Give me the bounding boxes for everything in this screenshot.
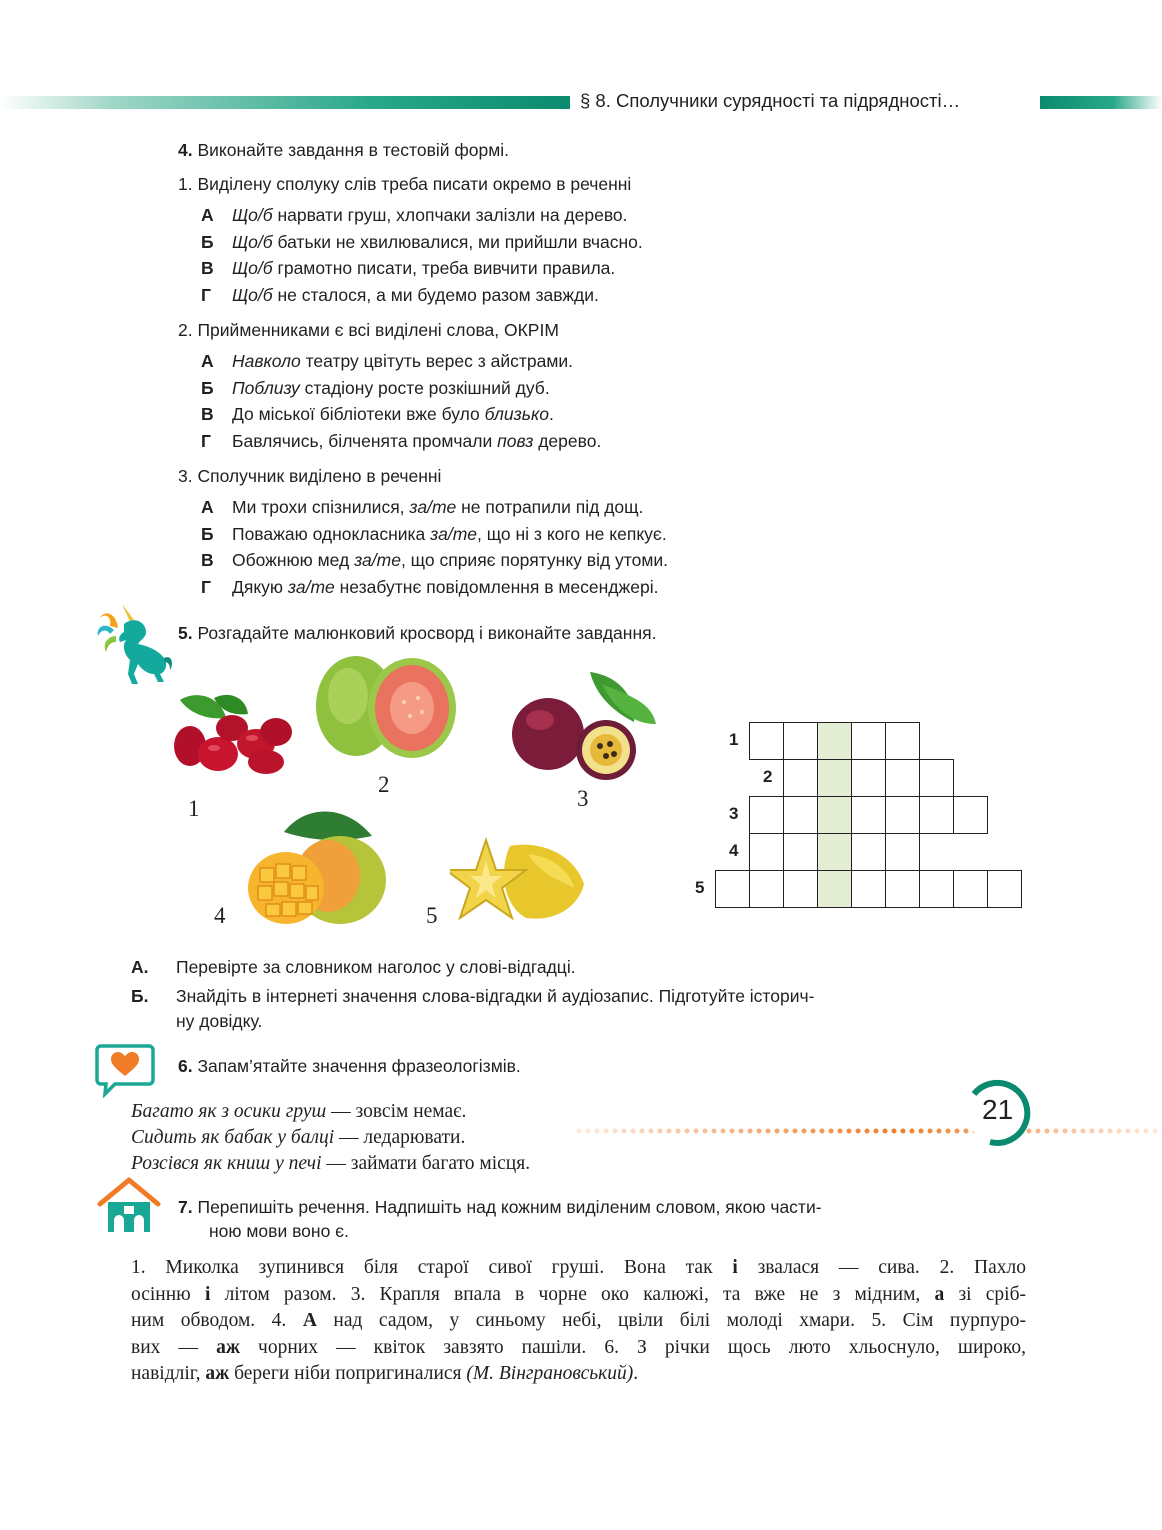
idiom-2-phrase: Сидить як бабак у балці bbox=[131, 1127, 335, 1148]
option-text: , що сприяє порятунку від утоми. bbox=[400, 550, 669, 570]
fruit-label-3: 3 bbox=[577, 786, 589, 811]
sentence-text: чорних — квіток завзято пашіли. 6. З річки щось люто хльоснуло, широко, bbox=[239, 1336, 1026, 1358]
header-bar-right bbox=[1040, 96, 1162, 109]
task5-title: Розгадайте малюнковий кросворд і виконайте завдання. bbox=[197, 623, 657, 643]
option-text: грамотно писати, треба вивчити правила. bbox=[272, 258, 616, 278]
task7-text bbox=[131, 1255, 1026, 1388]
task5-heading bbox=[178, 623, 656, 644]
heart-chat-icon bbox=[95, 1042, 155, 1098]
crossword-cell[interactable] bbox=[783, 796, 818, 834]
sentence-text: над садом, у синьому небі, цвіли білі молоді хмари. 5. Сім пурпуро- bbox=[316, 1310, 1026, 1331]
option-highlighted-word: повз bbox=[497, 430, 534, 451]
option-letter: В bbox=[201, 550, 214, 570]
task7-title: Перепишіть речення. Надпишіть над кожним виділеним словом, якою части- bbox=[197, 1197, 822, 1217]
crossword-cell[interactable] bbox=[953, 870, 988, 908]
idiom-1 bbox=[131, 1101, 466, 1123]
task7-line bbox=[131, 1361, 1026, 1388]
question-1-option bbox=[201, 232, 643, 253]
option-highlighted-word: за/те bbox=[354, 550, 401, 570]
option-letter: А bbox=[201, 351, 214, 371]
option-letter: А bbox=[201, 497, 214, 517]
question-1-option bbox=[201, 258, 615, 279]
option-letter: Б bbox=[201, 523, 214, 544]
idiom-2-meaning: — ледарювати. bbox=[334, 1127, 466, 1148]
option-letter: Г bbox=[201, 284, 211, 305]
option-highlighted-word: Що/б bbox=[232, 258, 273, 278]
option-highlighted-word: за/те bbox=[430, 523, 477, 544]
guava-image bbox=[312, 652, 462, 764]
option-highlighted-word: Поблизу bbox=[232, 377, 300, 398]
crossword-cell[interactable] bbox=[885, 870, 920, 908]
crossword-cell[interactable] bbox=[851, 759, 886, 797]
subtask-a bbox=[131, 957, 576, 978]
crossword-cell[interactable] bbox=[749, 833, 784, 871]
crossword-cell[interactable] bbox=[885, 759, 920, 797]
crossword-row-number: 4 bbox=[729, 841, 739, 860]
crossword-key-cell[interactable] bbox=[817, 870, 852, 908]
crossword-key-cell[interactable] bbox=[817, 833, 852, 871]
subtask-a-letter: А. bbox=[131, 957, 149, 977]
sentence-text: береги ніби попригиналися bbox=[229, 1363, 467, 1384]
crossword-cell[interactable] bbox=[851, 722, 886, 760]
option-letter: В bbox=[201, 404, 214, 424]
crossword-row-number: 3 bbox=[729, 804, 739, 823]
fruit-label-2: 2 bbox=[378, 772, 390, 797]
option-letter: Б bbox=[201, 377, 214, 398]
task4-number: 4. bbox=[178, 140, 193, 160]
question-1-option bbox=[201, 205, 628, 226]
task7-heading bbox=[178, 1197, 822, 1218]
question-2-option bbox=[201, 404, 554, 425]
question-2-option bbox=[201, 378, 550, 399]
option-text: Поважаю однокласника bbox=[232, 523, 431, 544]
option-text: Обожнюю мед bbox=[232, 550, 355, 570]
carambola-image bbox=[450, 836, 590, 930]
unicorn-icon bbox=[94, 598, 176, 686]
question-2-option bbox=[201, 351, 573, 372]
task7-line bbox=[131, 1255, 1026, 1282]
crossword-cell[interactable] bbox=[885, 796, 920, 834]
idiom-3-meaning: — займати багато місця. bbox=[321, 1153, 531, 1174]
task7-line bbox=[131, 1335, 1026, 1362]
subtask-b-letter: Б. bbox=[131, 986, 149, 1006]
header-bar-left bbox=[0, 96, 570, 109]
crossword-row-number: 5 bbox=[695, 878, 705, 897]
crossword-cell[interactable] bbox=[885, 833, 920, 871]
option-text: Дякую bbox=[232, 576, 288, 597]
task7-number: 7. bbox=[178, 1197, 193, 1217]
crossword-cell[interactable] bbox=[749, 870, 784, 908]
crossword-key-cell[interactable] bbox=[817, 722, 852, 760]
house-icon bbox=[96, 1176, 162, 1234]
option-text: не сталося, а ми будемо разом завжди. bbox=[272, 284, 599, 305]
sentence-text: . bbox=[633, 1363, 639, 1384]
footer-dotted-line bbox=[575, 1126, 1162, 1136]
crossword-cell[interactable] bbox=[885, 722, 920, 760]
question-1-text: 1. Виділену сполуку слів треба писати окремо в реченні bbox=[178, 174, 632, 194]
option-highlighted-word: Навколо bbox=[232, 351, 301, 371]
option-text: театру цвітуть верес з айстрами. bbox=[300, 351, 574, 371]
option-text: , що ні з кого не кепкує. bbox=[477, 523, 667, 544]
crossword-cell[interactable] bbox=[783, 759, 818, 797]
crossword-row-number: 1 bbox=[729, 730, 739, 749]
subtask-b-text: Знайдіть в інтернеті значення слова-відгадки й аудіозапис. Підготуйте історич- bbox=[176, 986, 815, 1006]
highlighted-word: а bbox=[934, 1283, 945, 1305]
option-highlighted-word: Що/б bbox=[232, 284, 273, 305]
crossword-cell[interactable] bbox=[783, 833, 818, 871]
option-highlighted-word: Що/б bbox=[232, 205, 273, 225]
question-2-text: 2. Прийменниками є всі виділені слова, ОКРІМ bbox=[178, 320, 559, 340]
idiom-2 bbox=[131, 1127, 465, 1149]
author-attribution: (М. Вінграновський) bbox=[466, 1363, 634, 1384]
sentence-text: звалася — сива. 2. Пахло bbox=[737, 1257, 1026, 1278]
crossword-cell[interactable] bbox=[851, 796, 886, 834]
option-highlighted-word: за/те bbox=[287, 576, 335, 597]
idiom-3-phrase: Розсівся як книш у печі bbox=[131, 1153, 322, 1174]
sentence-text: осінню bbox=[131, 1283, 205, 1305]
option-text: не потрапили під дощ. bbox=[456, 497, 644, 517]
crossword-cell[interactable] bbox=[783, 722, 818, 760]
crossword-cell[interactable] bbox=[987, 870, 1022, 908]
idiom-1-phrase: Багато як з осики груш bbox=[131, 1101, 327, 1122]
question-3-option bbox=[201, 497, 643, 518]
fruit-label-4: 4 bbox=[214, 903, 226, 928]
crossword-cell[interactable] bbox=[919, 796, 954, 834]
option-text: нарвати груш, хлопчаки залізли на дерево. bbox=[272, 205, 628, 225]
highlighted-word: аж bbox=[205, 1363, 230, 1384]
option-text: незабутнє повідомлення в месенджері. bbox=[334, 576, 659, 597]
sentence-text: 1. Миколка зупинився біля старої сивої груші. Вона так bbox=[131, 1257, 733, 1278]
option-text: Ми трохи спізнилися, bbox=[232, 497, 410, 517]
sentence-text: ним обводом. 4. bbox=[131, 1310, 303, 1331]
sentence-text: навідліг, bbox=[131, 1363, 206, 1384]
crossword-key-cell[interactable] bbox=[817, 759, 852, 797]
crossword-cell[interactable] bbox=[953, 796, 988, 834]
task6-number: 6. bbox=[178, 1056, 193, 1076]
crossword-cell[interactable] bbox=[749, 796, 784, 834]
crossword-cell[interactable] bbox=[749, 722, 784, 760]
option-text: стадіону росте розкішний дуб. bbox=[299, 377, 550, 398]
crossword-row-number: 2 bbox=[763, 767, 773, 786]
highlighted-word: і bbox=[204, 1283, 211, 1305]
option-text: До міської бібліотеки вже було bbox=[232, 404, 485, 424]
task5-number: 5. bbox=[178, 623, 193, 643]
mango-image bbox=[244, 802, 390, 928]
task4-title: Виконайте завдання в тестовій формі. bbox=[197, 140, 510, 160]
option-text: дерево. bbox=[533, 430, 602, 451]
question-1-option bbox=[201, 285, 599, 306]
option-letter: А bbox=[201, 205, 214, 225]
option-letter: Г bbox=[201, 576, 211, 597]
question-3-option bbox=[201, 550, 668, 571]
highlighted-word: і bbox=[732, 1257, 738, 1278]
task7-line bbox=[131, 1282, 1026, 1309]
task4-heading bbox=[178, 140, 509, 161]
idiom-1-meaning: — зовсім немає. bbox=[326, 1101, 467, 1122]
crossword-cell[interactable] bbox=[919, 870, 954, 908]
option-highlighted-word: за/те bbox=[409, 497, 457, 517]
option-text: . bbox=[549, 404, 554, 424]
crossword-cell[interactable] bbox=[783, 870, 818, 908]
option-highlighted-word: близько bbox=[484, 404, 549, 424]
option-text: батьки не хвилювалися, ми прийшли вчасно. bbox=[272, 231, 643, 252]
option-text: Бавлячись, білченята промчали bbox=[232, 430, 498, 451]
crossword-cell[interactable] bbox=[715, 870, 750, 908]
subtask-b-text-cont: ну довідку. bbox=[176, 1011, 263, 1031]
option-highlighted-word: Що/б bbox=[232, 231, 273, 252]
subtask-a-text: Перевірте за словником наголос у слові-відгадці. bbox=[176, 957, 576, 977]
highlighted-word: аж bbox=[216, 1336, 240, 1358]
option-letter: Г bbox=[201, 430, 211, 451]
task7-line bbox=[131, 1308, 1026, 1335]
page-number: 21 bbox=[982, 1094, 1014, 1125]
crossword-cell[interactable] bbox=[919, 759, 954, 797]
cornel-cherry-image bbox=[170, 688, 300, 778]
crossword-cell[interactable] bbox=[851, 833, 886, 871]
passion-fruit-image bbox=[510, 668, 660, 780]
task6-title: Запам’ятайте значення фразеологізмів. bbox=[197, 1056, 521, 1076]
subtask-b bbox=[131, 986, 814, 1007]
crossword-key-cell[interactable] bbox=[817, 796, 852, 834]
question-3-option bbox=[201, 577, 658, 598]
sentence-text: вих — bbox=[131, 1336, 217, 1358]
fruit-label-5: 5 bbox=[426, 903, 438, 928]
crossword-cell[interactable] bbox=[851, 870, 886, 908]
idiom-3 bbox=[131, 1153, 530, 1175]
fruit-label-1: 1 bbox=[188, 796, 200, 821]
sentence-text: зі сріб- bbox=[944, 1283, 1027, 1305]
option-letter: В bbox=[201, 258, 214, 278]
option-letter: Б bbox=[201, 231, 214, 252]
task6-heading bbox=[178, 1056, 521, 1077]
question-3-option bbox=[201, 524, 667, 545]
task7-title-cont: ною мови воно є. bbox=[209, 1221, 349, 1241]
question-3-text: 3. Сполучник виділено в реченні bbox=[178, 466, 442, 486]
highlighted-word: А bbox=[302, 1310, 317, 1331]
crossword-grid bbox=[690, 720, 1030, 910]
header-title: § 8. Сполучники сурядності та підрядності… bbox=[580, 90, 961, 111]
question-2-option bbox=[201, 431, 601, 452]
sentence-text: літом разом. 3. Крапля впала в чорне око калюжі, та вже не з мідним, bbox=[210, 1283, 935, 1305]
